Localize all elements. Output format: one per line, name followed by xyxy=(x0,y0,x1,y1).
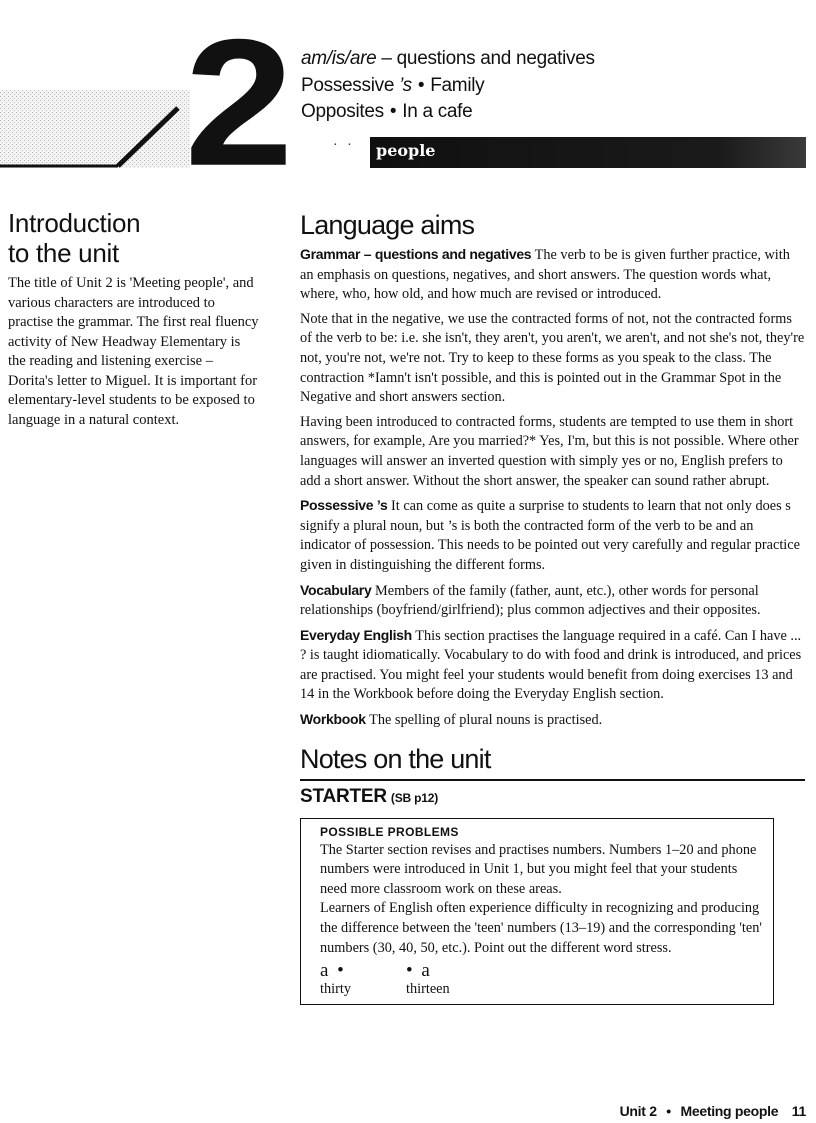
topic-line-1 xyxy=(301,46,595,73)
page-number: 11 xyxy=(791,1103,806,1119)
main-column xyxy=(300,209,805,1005)
introduction-section xyxy=(8,208,260,430)
unit-title-banner xyxy=(370,137,806,168)
header-dots: · · xyxy=(333,138,355,153)
introduction-title-line1: Introduction xyxy=(8,208,141,238)
introduction-text: The title of Unit 2 is 'Meeting people', and various characters are introduced to practise the grammar. The first real fluency activity of New Headway Elementary is the reading and listening exercise – Dorita's letter to Miguel. It is important for elementary-level students to be exposed to language in a natural context. xyxy=(8,275,259,428)
grammar-label: Grammar – questions and negatives xyxy=(300,246,532,262)
starter-page-ref: (SB p12) xyxy=(390,790,438,805)
possessive-paragraph xyxy=(300,496,805,575)
short-answers-paragraph: Having been introduced to contracted forms, students are tempted to use them in short answers, for example, Are you married?* Yes, I'm, but this is not possible. Where other languages will answer an inverted question with simply yes or no, English prefers to add a short answer. Without the short answer, the speaker can sound rather abrupt. xyxy=(300,413,799,489)
workbook-text: The spelling of plural nouns is practised. xyxy=(369,712,603,729)
topic-grammar-keyword: am/is/are xyxy=(301,48,377,69)
page-footer xyxy=(620,1103,806,1119)
vocabulary-paragraph xyxy=(300,581,805,621)
possible-problems-title: POSSIBLE PROBLEMS xyxy=(320,824,459,839)
unit-header-graphic xyxy=(0,0,300,175)
stress-example xyxy=(320,961,406,998)
notes-title: Notes on the unit xyxy=(300,743,491,774)
topic-bullet: • xyxy=(417,74,425,96)
problems-paragraph-1: The Starter section revises and practises numbers. Numbers 1–20 and phone numbers were introduced in Unit 1, but you might feel that your students need more classroom work on these areas. xyxy=(320,841,757,897)
everyday-english-text: This section practises the language required in a café. Can I have ... ? is taught idiomatically. Vocabulary to do with food and drink is introduced, and prices are practised. You might feel your students would benefit from doing exercises 13 and 14 in the Workbook before doing the Everyday English section. xyxy=(300,627,802,703)
stress-word: thirteen xyxy=(406,981,450,998)
possessive-label: Possessive ’s xyxy=(300,497,388,514)
contractions-paragraph: Note that in the negative, we use the contracted forms of not, not the contracted forms of the verb to be: i.e. she isn't, they aren't, you aren't, we aren't, and not she's not, they're not, you're not, we're not. Try to keep to these forms as you speak to the class. The contraction *Iamn't isn't possible, and this is pointed out in the Grammar Spot in the Negative and short answers section. xyxy=(300,310,805,406)
topic-cafe: In a cafe xyxy=(402,101,473,122)
possible-problems-box xyxy=(300,818,774,1006)
halftone-texture xyxy=(0,90,190,168)
unit-number: 2 xyxy=(184,1,288,175)
everyday-english-label: Everyday English xyxy=(300,626,412,643)
topic-possessive: Possessive xyxy=(301,74,400,96)
problems-paragraph-2: Learners of English often experience difficulty in recognizing and producing the difference between the 'teen' numbers (13–19) and the corresponding 'ten' numbers (30, 40, 50, etc.). Point out the different word stress. xyxy=(320,900,762,956)
banner-text: people xyxy=(376,141,436,160)
word-stress-examples xyxy=(320,961,763,998)
footer-unit-label: Unit 2 xyxy=(619,1103,657,1119)
language-aims-title: Language aims xyxy=(300,210,475,240)
introduction-title-line2: to the unit xyxy=(8,238,119,268)
possessive-text: It can come as quite a surprise to students to learn that not only does s signify a plural noun, but ’s is both the contracted form of the verb to be and an indicator of possession. This needs to be pointed out very carefully and regular practice given in distinguishing the different forms. xyxy=(300,498,800,573)
topic-line-3 xyxy=(301,99,595,126)
stress-pattern: a • xyxy=(320,960,346,982)
workbook-paragraph xyxy=(300,710,805,731)
topic-family: Family xyxy=(430,74,485,96)
vocabulary-text: Members of the family (father, aunt, etc.), other words for personal relationships (boyfriend/girlfriend); plus common adjectives and their opposites. xyxy=(300,582,761,619)
starter-label: STARTER xyxy=(300,785,387,807)
workbook-label: Workbook xyxy=(300,711,366,728)
footer-title: Meeting people xyxy=(680,1103,779,1119)
vocabulary-label: Vocabulary xyxy=(300,581,372,598)
unit-topics xyxy=(301,46,595,126)
topic-opposites: Opposites xyxy=(301,101,384,122)
stress-pattern: • a xyxy=(406,960,432,982)
stress-example xyxy=(406,961,492,998)
everyday-english-paragraph xyxy=(300,626,805,705)
unit-number-graphic xyxy=(0,0,300,175)
topic-grammar-rest: – questions and negatives xyxy=(376,48,595,69)
grammar-text: The verb to be is given further practice, with an emphasis on questions, negatives, and short answers. The question words what, where, who, how old, and how much are revised or introduced. xyxy=(300,247,790,303)
topic-possessive-s: ’s xyxy=(399,74,412,96)
topic-bullet: • xyxy=(389,101,397,122)
starter-heading xyxy=(300,779,805,810)
stress-word: thirty xyxy=(320,981,351,998)
footer-bullet: • xyxy=(666,1103,671,1119)
introduction-title xyxy=(8,208,260,268)
topic-line-2 xyxy=(301,73,595,100)
grammar-paragraph xyxy=(300,245,805,305)
